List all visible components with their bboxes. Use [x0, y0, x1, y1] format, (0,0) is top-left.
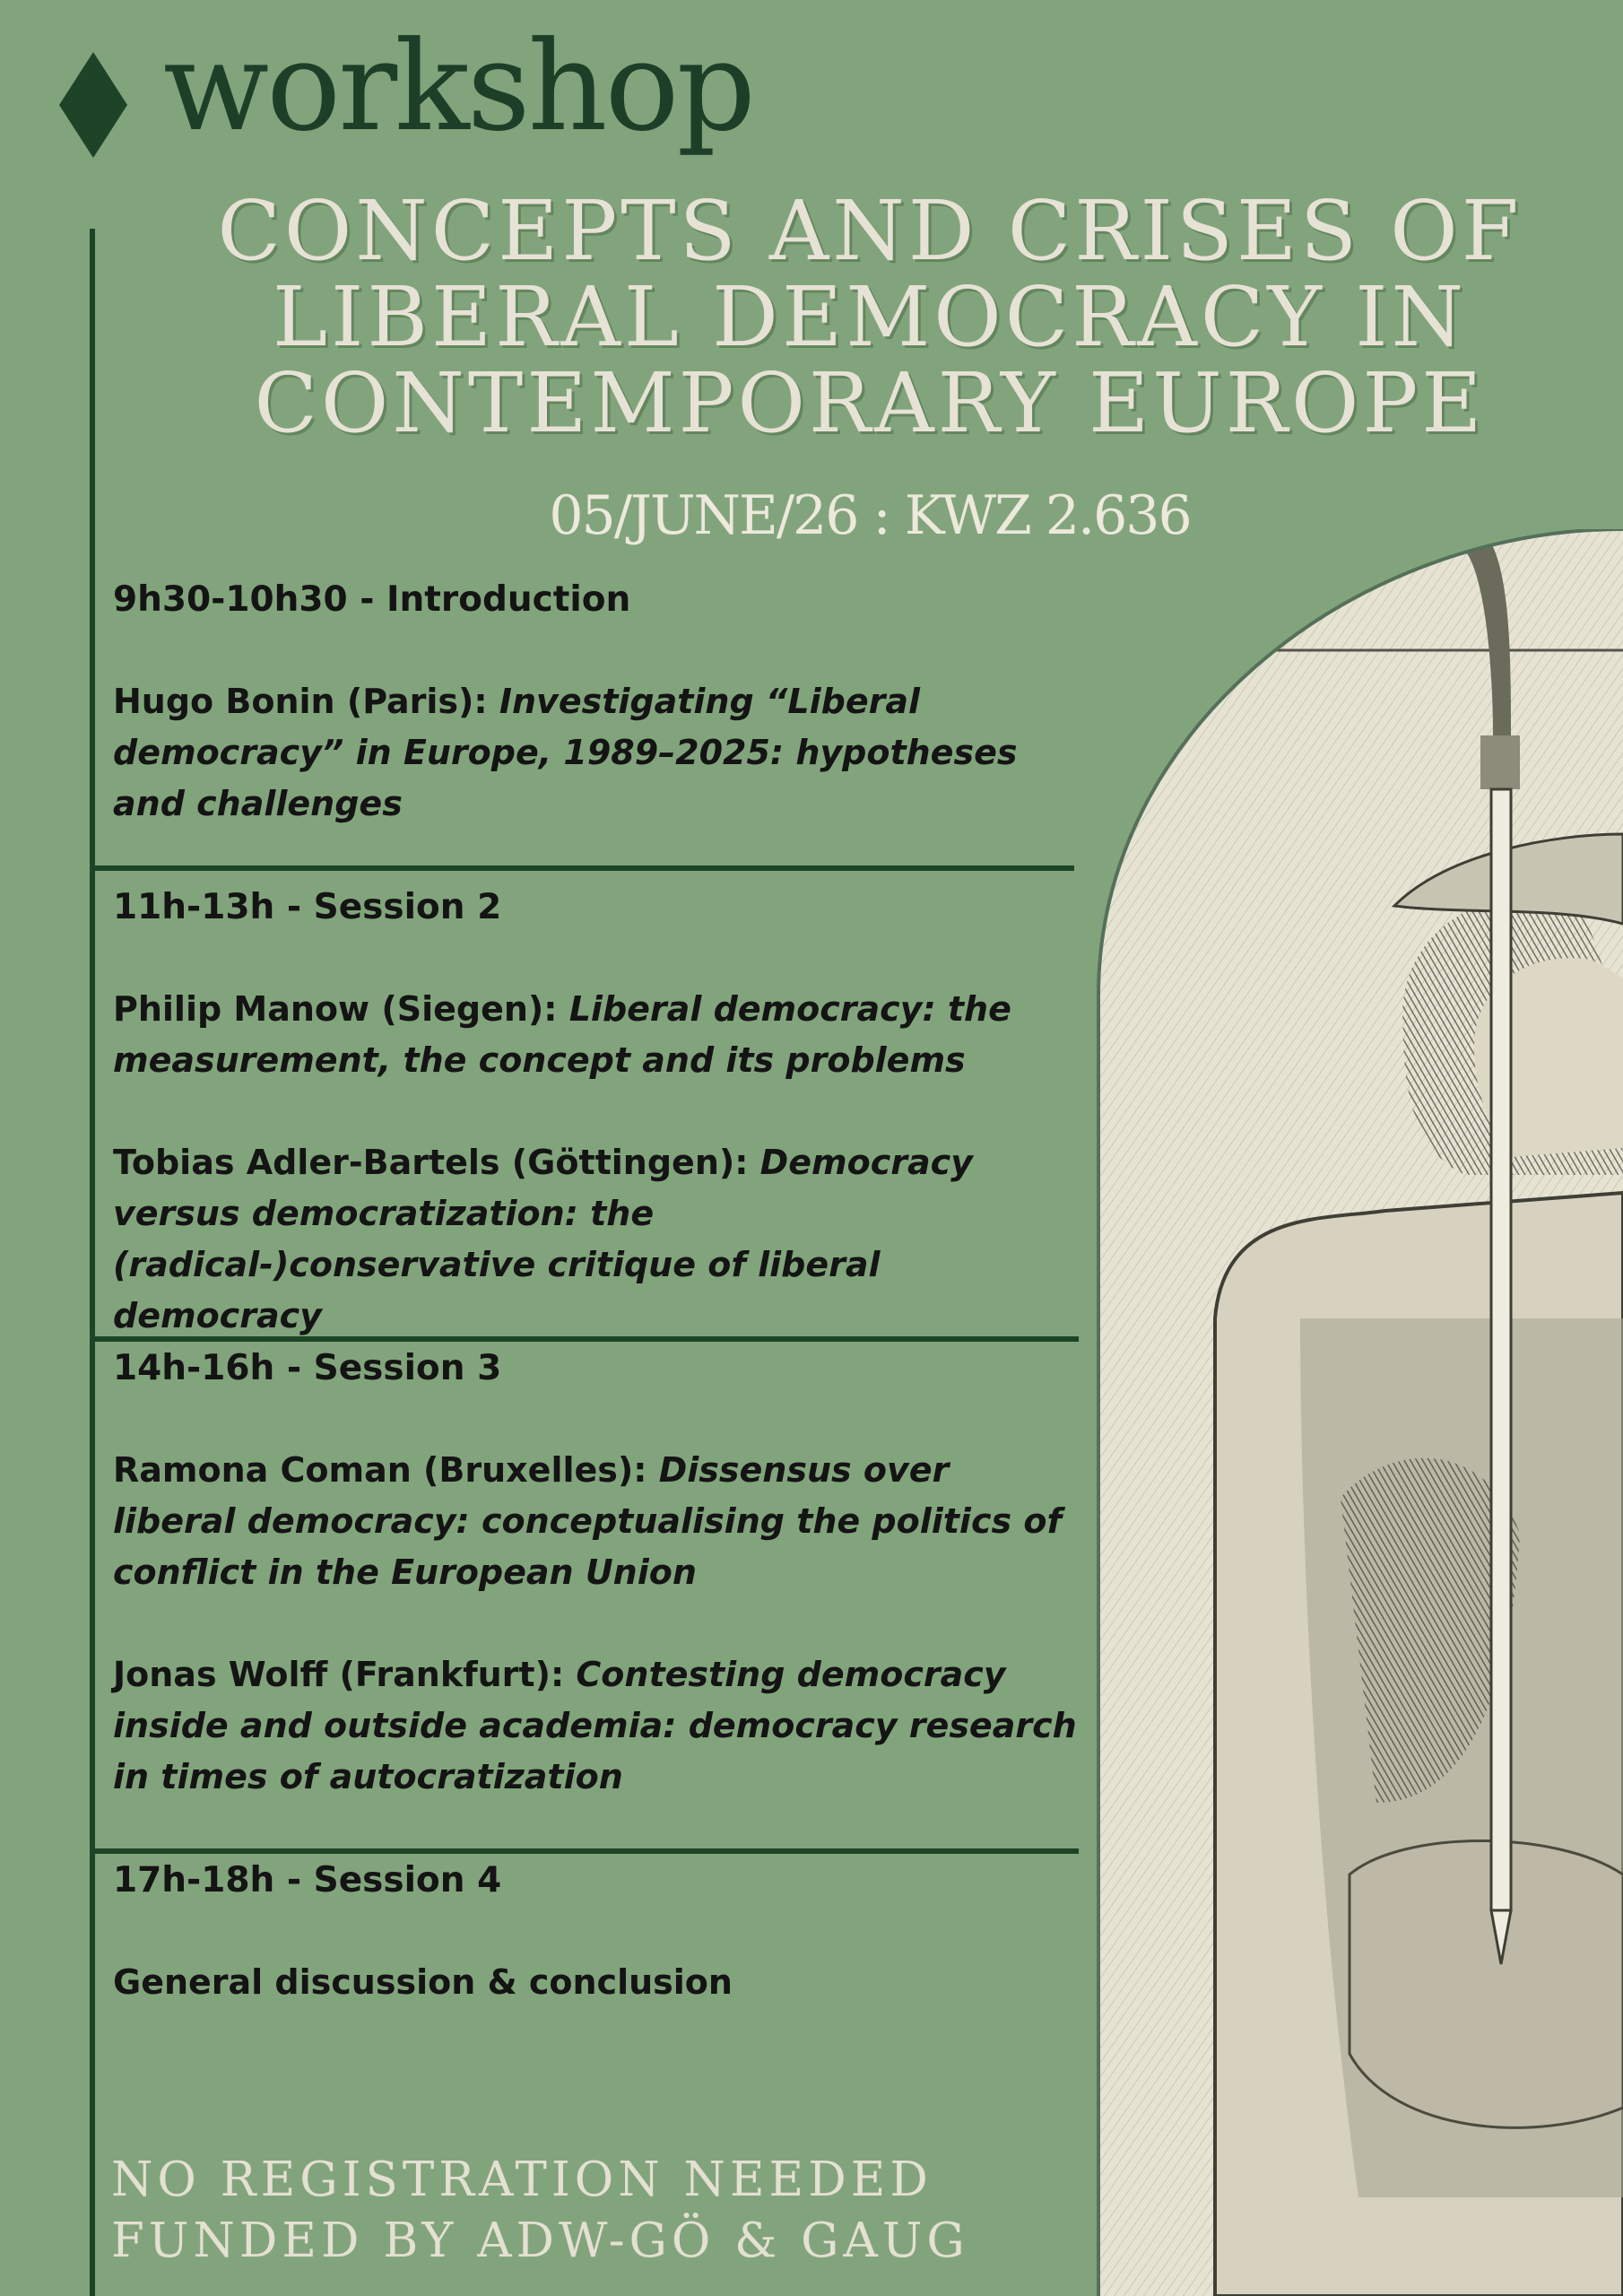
session-divider [95, 1336, 1079, 1342]
talk-title: Liberal democracy: the measurement, the concept and its problems [113, 989, 1011, 1080]
talk-speaker: Ramona Coman (Bruxelles): [113, 1450, 647, 1490]
talk-title: Investigating “Liberal democracy” in Europe, 1989–2025: hypotheses and challenges [113, 682, 1018, 823]
schedule-block-session-4 [95, 1855, 1081, 2008]
talk [113, 1649, 1081, 1803]
schedule-block-session-2 [95, 882, 1081, 1342]
page-title [135, 183, 1605, 451]
talk-speaker: Tobias Adler-Bartels (Göttingen): [113, 1143, 749, 1182]
talk [113, 1445, 1081, 1598]
diamond-icon [59, 52, 127, 158]
workshop-heading: workshop [163, 14, 753, 159]
session-time: 17h-18h - Session 4 [113, 1860, 502, 1900]
talk-title: Contesting democracy inside and outside academia: democracy research in times of autocratization [113, 1655, 1077, 1796]
talk [113, 1957, 1081, 2008]
title-line: CONCEPTS AND CRISES OF [217, 183, 1523, 279]
talk [113, 1137, 1081, 1342]
talk-title: Dissensus over liberal democracy: conceptualising the politics of conflict in the European Union [113, 1450, 1062, 1592]
session-divider [95, 865, 1074, 871]
talk-title: Democracy versus democratization: the (radical-)conservative critique of liberal democracy [113, 1143, 973, 1335]
session-divider [95, 1848, 1079, 1854]
funding-note: FUNDED BY ADW-GÖ & GAUG [111, 2213, 969, 2268]
talk [113, 676, 1081, 830]
anatomical-engraving-image [1089, 529, 1623, 2296]
talk-speaker: Hugo Bonin (Paris): [113, 682, 488, 721]
talk-speaker: Jonas Wolff (Frankfurt): [113, 1655, 565, 1694]
session-time: 9h30-10h30 - Introduction [113, 579, 631, 620]
talk-speaker: Philip Manow (Siegen): [113, 989, 558, 1029]
session-time: 11h-13h - Session 2 [113, 887, 502, 927]
talk-speaker: General discussion & conclusion [113, 1962, 733, 2002]
registration-note: NO REGISTRATION NEEDED [111, 2152, 933, 2207]
date-location: 05/JUNE/26 : KWZ 2.636 [549, 484, 1191, 547]
schedule-block-introduction [95, 574, 1081, 830]
schedule-block-session-3 [95, 1343, 1081, 1803]
session-time: 14h-16h - Session 3 [113, 1348, 502, 1388]
title-line: CONTEMPORARY EUROPE [254, 355, 1486, 451]
talk [113, 984, 1081, 1086]
title-line: LIBERAL DEMOCRACY IN [272, 269, 1468, 365]
